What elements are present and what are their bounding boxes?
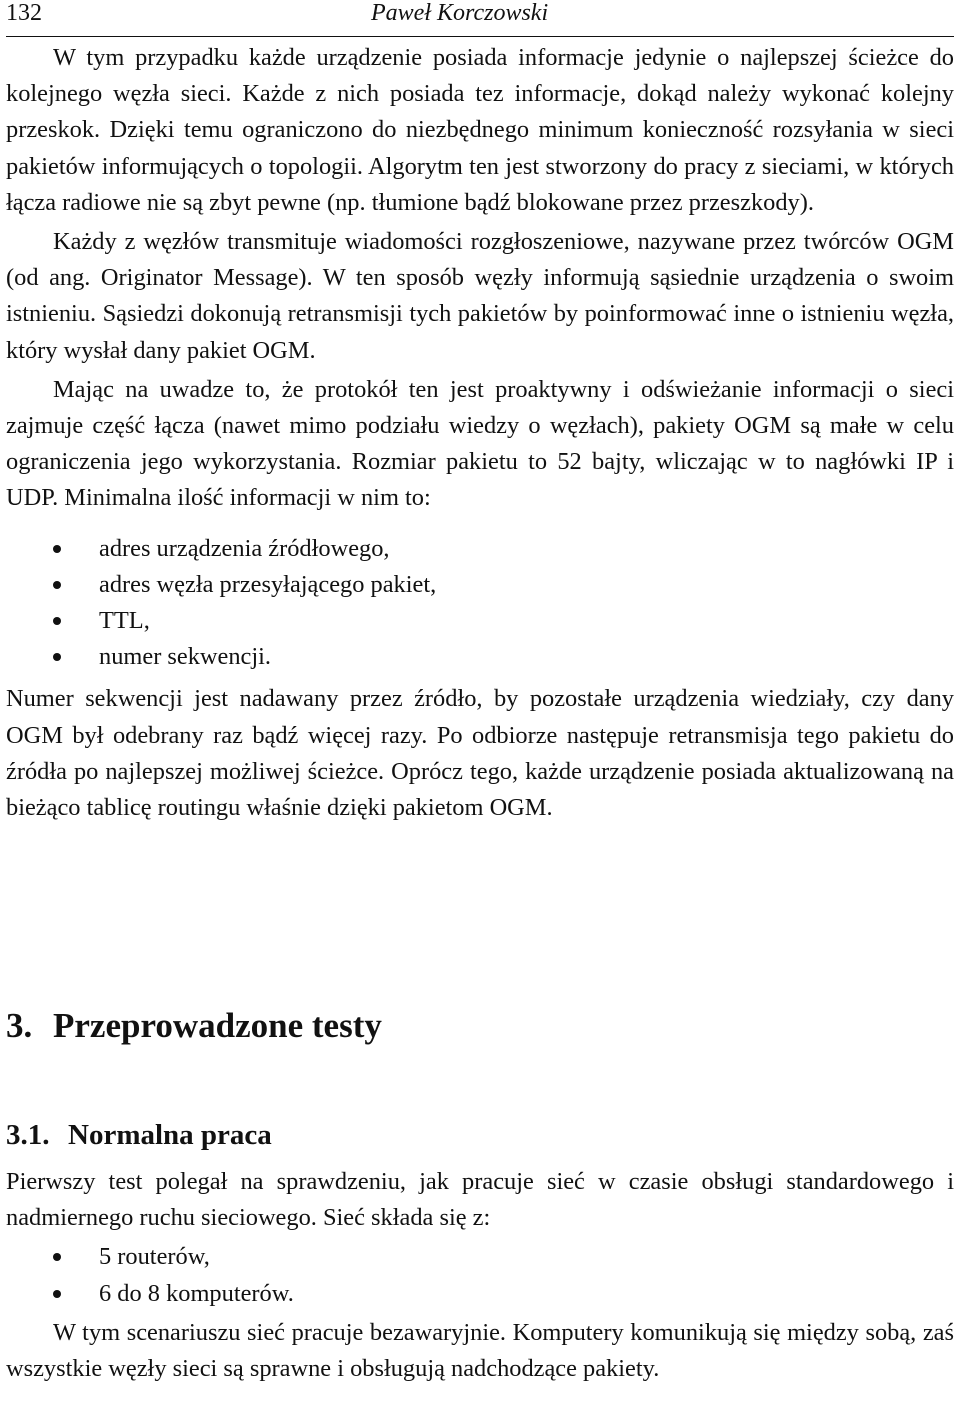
list-item <box>6 567 954 603</box>
bullet-icon <box>53 653 61 661</box>
list-item-text: adres węzła przesyłającego pakiet, <box>99 570 437 598</box>
document-page <box>6 0 954 1383</box>
running-header <box>6 0 954 37</box>
list-item <box>6 1276 954 1312</box>
page-number: 132 <box>6 0 42 26</box>
list-item-text: numer sekwencji. <box>99 643 272 671</box>
bullet-icon <box>53 1290 61 1298</box>
subsection-number: 3.1. <box>6 1119 50 1151</box>
list-item <box>6 1239 954 1275</box>
running-title-author: Paweł Korczowski <box>371 0 549 26</box>
list-item-text: 6 do 8 komputerów. <box>99 1279 294 1307</box>
paragraph-ogm-broadcast: Każdy z węzłów transmituje wiadomości rozgłoszeniowe, nazywane przez twórców OGM (od ang. Originator Message). W ten sposób węzły informują sąsiednie urządzenia o swoim istnieniu. Sąsiedzi dokonują retransmisji tych pakietów by poinformować inne o istnieniu węzła, który wysłał dany pakiet OGM. <box>6 228 954 364</box>
paragraph-ogm-size: Mając na uwadze to, że protokół ten jest proaktywny i odświeżanie informacji o sieci zajmuje część łącza (nawet mimo podziału wiedzy o węzłach), pakiety OGM są małe w celu ograniczenia jego wykorzystania. Rozmiar pakietu to 52 bajty, wliczając w to nagłówki IP i UDP. Minimalna ilość informacji w nim to: <box>6 375 954 512</box>
list-item-text: 5 routerów, <box>99 1243 210 1271</box>
paragraph-ogm-intro: W tym przypadku każde urządzenie posiada informacje jedynie o najlepszej ścieżce do kolejnego węzła sieci. Każde z nich posiada tez informacje, dokąd należy wykonać kolejny przeskok. Dzięki temu ograniczono do niezbędnego minimum konieczność rozsyłania w sieci pakietów informujących o topologii. Algorytm ten jest stworzony do pracy z sieciami, w których łącza radiowe nie są zbyt pewne (np. tłumione bądź blokowane przez przeszkody). <box>6 44 954 216</box>
paragraph-sequence-number: Numer sekwencji jest nadawany przez źródło, by pozostałe urządzenia wiedziały, czy dany OGM był odebrany raz bądź więcej razy. Po odbiorze następuje retransmisja tego pakietu do źródła po najlepszej możliwej ścieżce. Oprócz tego, każde urządzenie posiada aktualizowaną na bieżąco tablicę routingu właśnie dzięki pakietom OGM. <box>6 685 954 822</box>
bullet-icon <box>53 581 61 589</box>
section-number: 3. <box>6 1006 33 1045</box>
paragraph-test-description: Pierwszy test polegał na sprawdzeniu, jak pracuje sieć w czasie obsługi standardowego i nadmiernego ruchu sieciowego. Sieć składa się z: <box>6 1168 954 1232</box>
bullet-icon <box>53 617 61 625</box>
list-item <box>6 603 954 639</box>
section-heading <box>6 1006 382 1046</box>
section-title: Przeprowadzone testy <box>53 1006 382 1045</box>
list-item-text: TTL, <box>99 607 150 635</box>
subsection-title: Normalna praca <box>68 1119 272 1151</box>
list-item <box>6 639 954 675</box>
ogm-fields-list <box>6 531 954 676</box>
subsection-body <box>6 1164 954 1387</box>
list-item-text: adres urządzenia źródłowego, <box>99 534 390 562</box>
body-text <box>6 40 954 826</box>
network-composition-list <box>6 1239 954 1311</box>
bullet-icon <box>53 1253 61 1261</box>
list-item <box>6 531 954 567</box>
bullet-icon <box>53 545 61 553</box>
paragraph-scenario: W tym scenariuszu sieć pracuje bezawaryjnie. Komputery komunikują się między sobą, zaś wszystkie węzły sieci są sprawne i obsługują nadchodzące pakiety. <box>6 1318 954 1383</box>
subsection-heading <box>6 1118 272 1152</box>
